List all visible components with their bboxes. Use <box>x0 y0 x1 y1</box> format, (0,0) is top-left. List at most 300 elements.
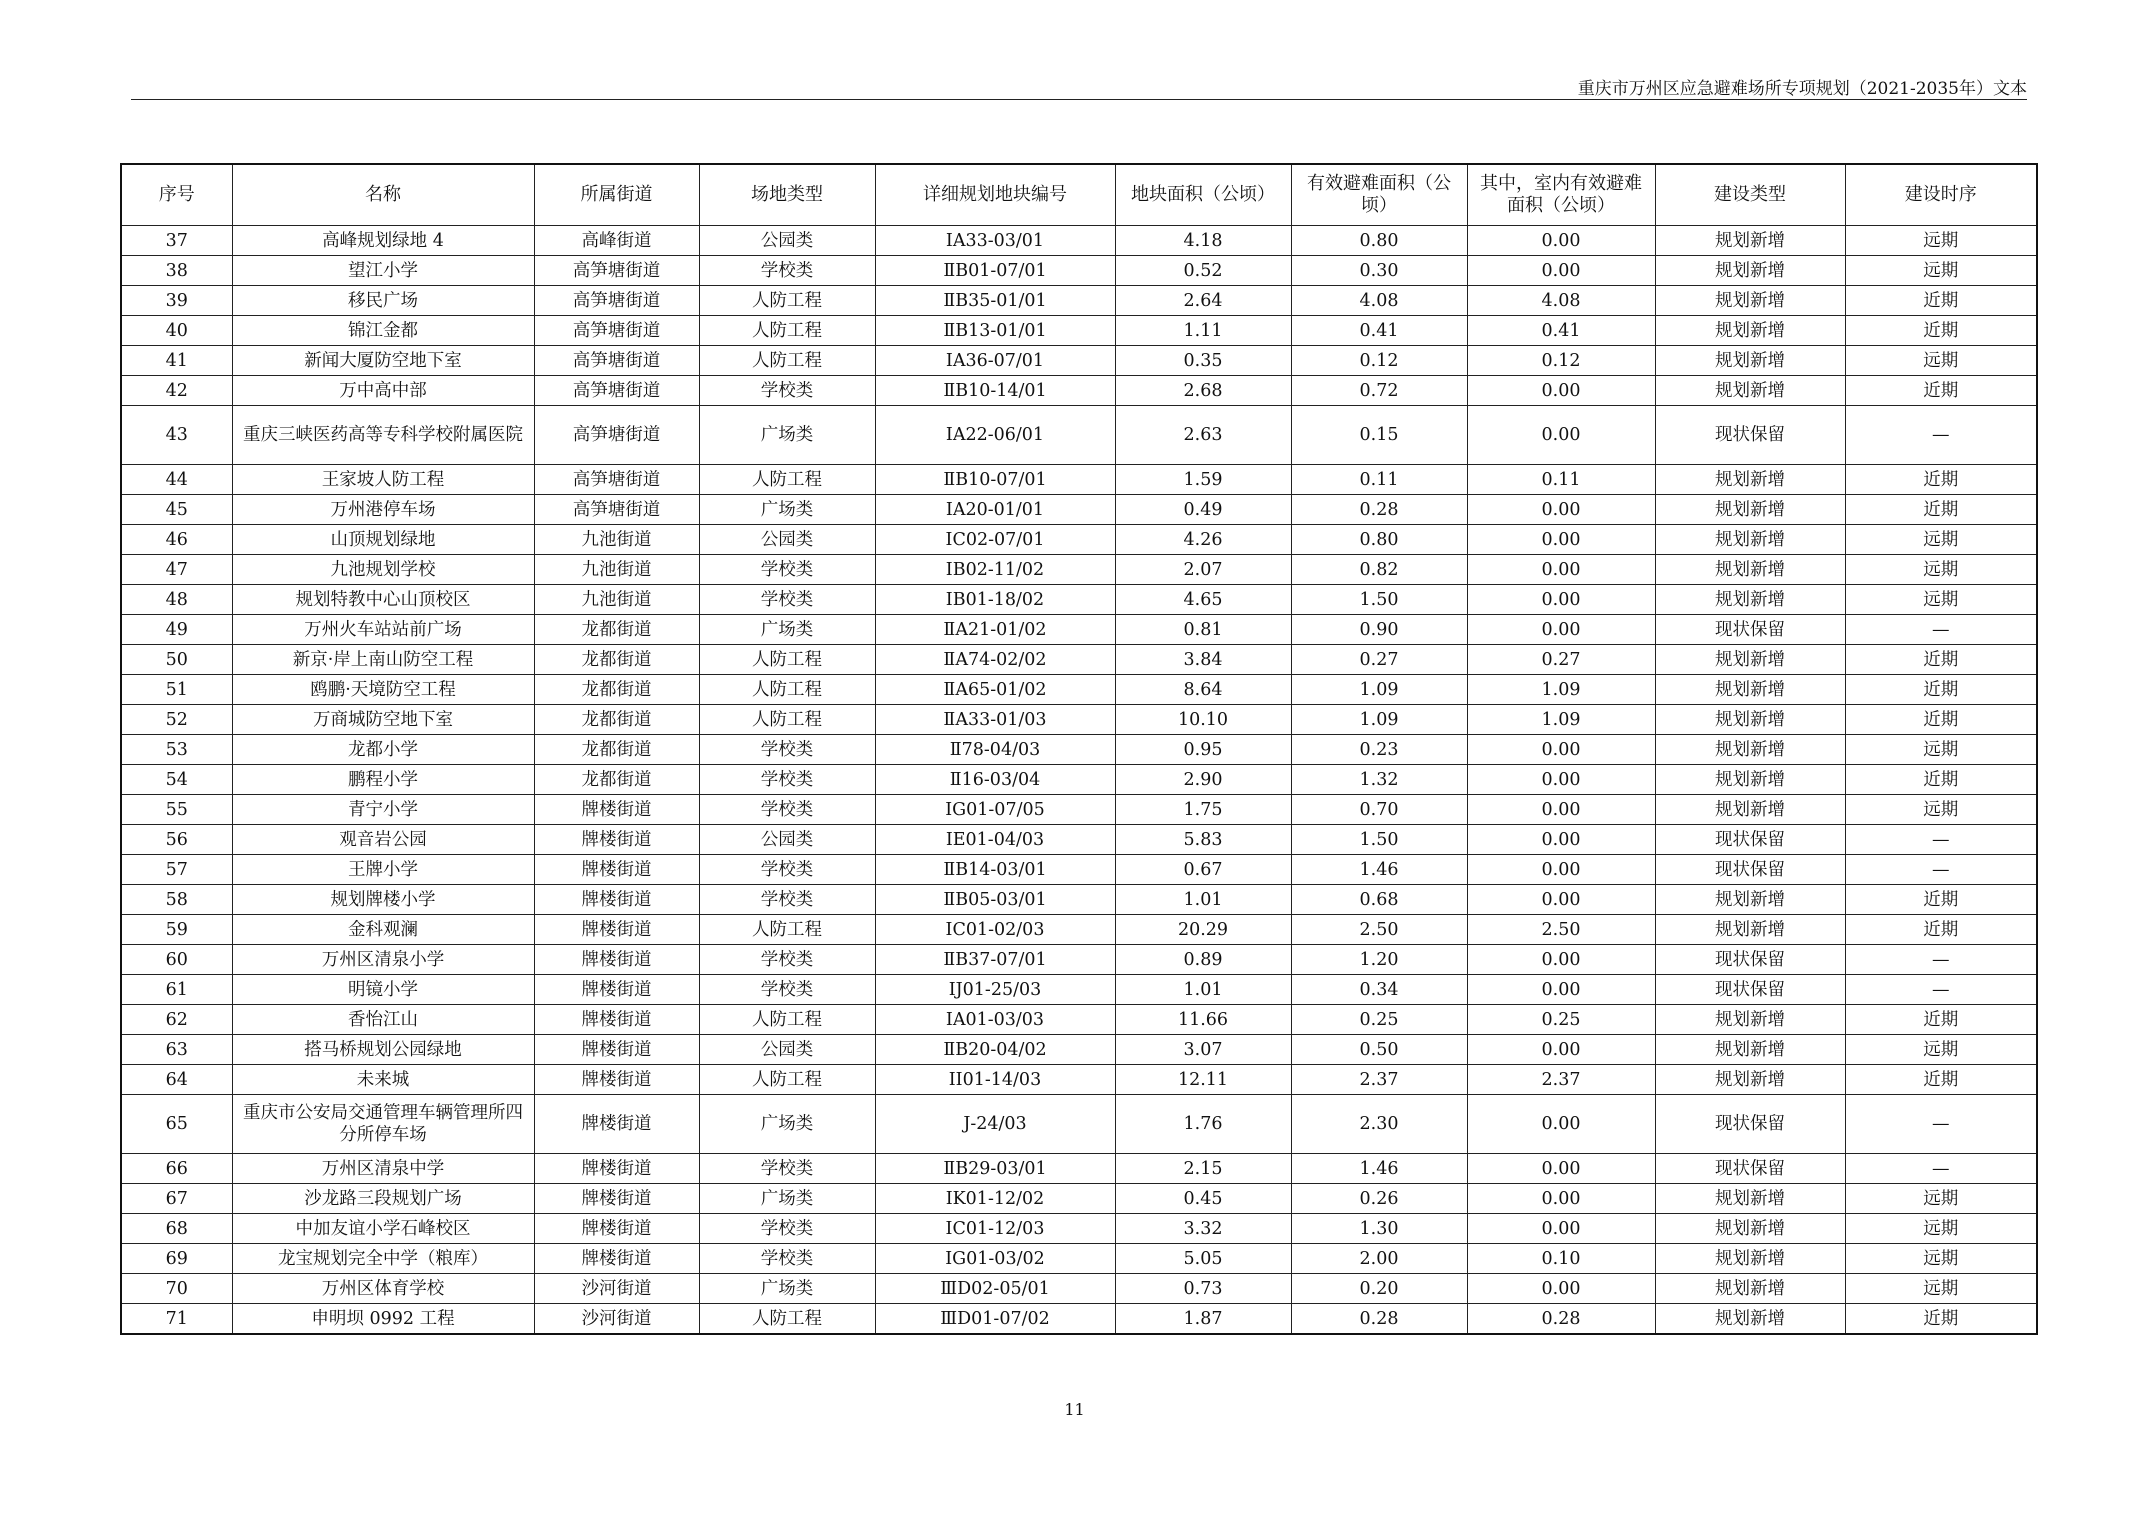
cell-site-type: 学校类 <box>699 1154 875 1184</box>
cell-construction-phase: 近期 <box>1845 316 2037 346</box>
table-body <box>121 226 2037 1335</box>
cell-construction-phase: 远期 <box>1845 525 2037 555</box>
cell-indoor-area: 0.00 <box>1467 585 1655 615</box>
cell-street: 高峰街道 <box>534 226 699 256</box>
cell-plot-code: ⅠB02-11/02 <box>875 555 1115 585</box>
table-row <box>121 286 2037 316</box>
table-row <box>121 555 2037 585</box>
table-row <box>121 1035 2037 1065</box>
cell-indoor-area: 0.00 <box>1467 975 1655 1005</box>
cell-plot-area: 4.65 <box>1115 585 1291 615</box>
cell-site-type: 人防工程 <box>699 675 875 705</box>
cell-effective-area: 1.50 <box>1291 825 1467 855</box>
cell-plot-area: 1.01 <box>1115 885 1291 915</box>
cell-plot-area: 4.18 <box>1115 226 1291 256</box>
cell-indoor-area: 0.00 <box>1467 1154 1655 1184</box>
cell-construction-type: 现状保留 <box>1655 406 1845 465</box>
cell-construction-phase: — <box>1845 406 2037 465</box>
cell-indoor-area: 0.00 <box>1467 495 1655 525</box>
cell-site-type: 人防工程 <box>699 705 875 735</box>
column-header-construction-type: 建设类型 <box>1655 164 1845 226</box>
cell-plot-code: ⅠE01-04/03 <box>875 825 1115 855</box>
cell-street: 龙都街道 <box>534 765 699 795</box>
cell-construction-phase: — <box>1845 975 2037 1005</box>
cell-site-type: 学校类 <box>699 376 875 406</box>
column-header-index: 序号 <box>121 164 232 226</box>
cell-name: 金科观澜 <box>232 915 534 945</box>
cell-site-type: 人防工程 <box>699 645 875 675</box>
cell-construction-type: 规划新增 <box>1655 1065 1845 1095</box>
cell-construction-phase: 远期 <box>1845 1184 2037 1214</box>
cell-name: 锦江金都 <box>232 316 534 346</box>
cell-plot-code: ⅡA33-01/03 <box>875 705 1115 735</box>
cell-construction-type: 规划新增 <box>1655 1035 1845 1065</box>
cell-plot-code: ⅢD01-07/02 <box>875 1304 1115 1335</box>
table-row <box>121 1244 2037 1274</box>
cell-construction-phase: 近期 <box>1845 286 2037 316</box>
cell-plot-area: 2.68 <box>1115 376 1291 406</box>
cell-street: 牌楼街道 <box>534 975 699 1005</box>
cell-index: 42 <box>121 376 232 406</box>
cell-construction-phase: 近期 <box>1845 675 2037 705</box>
cell-name: 王家坡人防工程 <box>232 465 534 495</box>
cell-plot-area: 1.11 <box>1115 316 1291 346</box>
cell-site-type: 人防工程 <box>699 1005 875 1035</box>
cell-construction-type: 现状保留 <box>1655 945 1845 975</box>
cell-construction-phase: 近期 <box>1845 1065 2037 1095</box>
cell-name: 明镜小学 <box>232 975 534 1005</box>
cell-street: 九池街道 <box>534 585 699 615</box>
cell-name: 鸥鹏·天境防空工程 <box>232 675 534 705</box>
cell-index: 48 <box>121 585 232 615</box>
cell-plot-area: 0.73 <box>1115 1274 1291 1304</box>
cell-index: 45 <box>121 495 232 525</box>
table-row <box>121 825 2037 855</box>
cell-index: 53 <box>121 735 232 765</box>
cell-index: 47 <box>121 555 232 585</box>
cell-site-type: 学校类 <box>699 765 875 795</box>
cell-construction-type: 规划新增 <box>1655 915 1845 945</box>
cell-construction-phase: 近期 <box>1845 885 2037 915</box>
cell-plot-code: ⅡB10-14/01 <box>875 376 1115 406</box>
cell-site-type: 人防工程 <box>699 915 875 945</box>
cell-effective-area: 1.20 <box>1291 945 1467 975</box>
cell-plot-area: 1.76 <box>1115 1095 1291 1154</box>
cell-site-type: 人防工程 <box>699 316 875 346</box>
cell-street: 牌楼街道 <box>534 945 699 975</box>
table-row <box>121 1154 2037 1184</box>
cell-name: 沙龙路三段规划广场 <box>232 1184 534 1214</box>
cell-plot-code: Ⅱ78-04/03 <box>875 735 1115 765</box>
table-row <box>121 915 2037 945</box>
cell-construction-type: 规划新增 <box>1655 645 1845 675</box>
cell-street: 牌楼街道 <box>534 855 699 885</box>
cell-construction-type: 规划新增 <box>1655 376 1845 406</box>
cell-effective-area: 0.90 <box>1291 615 1467 645</box>
cell-site-type: 公园类 <box>699 226 875 256</box>
cell-construction-phase: 近期 <box>1845 465 2037 495</box>
cell-plot-code: ⅠC01-02/03 <box>875 915 1115 945</box>
cell-effective-area: 0.23 <box>1291 735 1467 765</box>
cell-street: 沙河街道 <box>534 1304 699 1335</box>
cell-name: 重庆三峡医药高等专科学校附属医院 <box>232 406 534 465</box>
cell-plot-code: ⅠA01-03/03 <box>875 1005 1115 1035</box>
cell-name: 万州区清泉小学 <box>232 945 534 975</box>
cell-plot-code: ⅡB20-04/02 <box>875 1035 1115 1065</box>
table-row <box>121 1095 2037 1154</box>
cell-construction-type: 规划新增 <box>1655 525 1845 555</box>
cell-site-type: 广场类 <box>699 1184 875 1214</box>
table-row <box>121 226 2037 256</box>
column-header-plot-code: 详细规划地块编号 <box>875 164 1115 226</box>
cell-name: 移民广场 <box>232 286 534 316</box>
cell-construction-phase: — <box>1845 1154 2037 1184</box>
cell-street: 高笋塘街道 <box>534 256 699 286</box>
cell-name: 万州区清泉中学 <box>232 1154 534 1184</box>
cell-index: 52 <box>121 705 232 735</box>
cell-plot-area: 3.07 <box>1115 1035 1291 1065</box>
document-header-title: 重庆市万州区应急避难场所专项规划（2021-2035年）文本 <box>1577 79 2027 99</box>
cell-index: 40 <box>121 316 232 346</box>
cell-construction-type: 现状保留 <box>1655 1095 1845 1154</box>
cell-street: 牌楼街道 <box>534 825 699 855</box>
cell-street: 龙都街道 <box>534 705 699 735</box>
cell-name: 青宁小学 <box>232 795 534 825</box>
cell-indoor-area: 0.27 <box>1467 645 1655 675</box>
cell-index: 39 <box>121 286 232 316</box>
cell-name: 搭马桥规划公园绿地 <box>232 1035 534 1065</box>
cell-index: 37 <box>121 226 232 256</box>
cell-indoor-area: 0.00 <box>1467 765 1655 795</box>
cell-construction-phase: 远期 <box>1845 735 2037 765</box>
cell-index: 56 <box>121 825 232 855</box>
cell-construction-type: 现状保留 <box>1655 1154 1845 1184</box>
cell-effective-area: 0.12 <box>1291 346 1467 376</box>
cell-site-type: 学校类 <box>699 885 875 915</box>
header-divider <box>131 99 2027 100</box>
cell-effective-area: 0.26 <box>1291 1184 1467 1214</box>
cell-name: 龙都小学 <box>232 735 534 765</box>
cell-index: 61 <box>121 975 232 1005</box>
cell-street: 高笋塘街道 <box>534 286 699 316</box>
cell-indoor-area: 0.00 <box>1467 256 1655 286</box>
cell-construction-phase: — <box>1845 825 2037 855</box>
cell-name: 规划牌楼小学 <box>232 885 534 915</box>
table-row <box>121 585 2037 615</box>
table-row <box>121 1005 2037 1035</box>
cell-indoor-area: 4.08 <box>1467 286 1655 316</box>
cell-site-type: 学校类 <box>699 1214 875 1244</box>
cell-effective-area: 2.50 <box>1291 915 1467 945</box>
table-row <box>121 735 2037 765</box>
cell-construction-phase: 近期 <box>1845 376 2037 406</box>
cell-plot-code: ⅠJ01-25/03 <box>875 975 1115 1005</box>
cell-index: 65 <box>121 1095 232 1154</box>
cell-indoor-area: 0.00 <box>1467 615 1655 645</box>
cell-plot-area: 2.63 <box>1115 406 1291 465</box>
cell-index: 71 <box>121 1304 232 1335</box>
cell-indoor-area: 2.50 <box>1467 915 1655 945</box>
cell-plot-area: 0.49 <box>1115 495 1291 525</box>
cell-construction-phase: 近期 <box>1845 765 2037 795</box>
cell-street: 牌楼街道 <box>534 1035 699 1065</box>
cell-indoor-area: 0.00 <box>1467 1214 1655 1244</box>
cell-construction-phase: 近期 <box>1845 1005 2037 1035</box>
cell-plot-code: ⅡB35-01/01 <box>875 286 1115 316</box>
cell-index: 46 <box>121 525 232 555</box>
cell-site-type: 人防工程 <box>699 1304 875 1335</box>
cell-indoor-area: 0.00 <box>1467 406 1655 465</box>
cell-plot-area: 0.45 <box>1115 1184 1291 1214</box>
cell-site-type: 公园类 <box>699 1035 875 1065</box>
cell-plot-area: 4.26 <box>1115 525 1291 555</box>
cell-construction-type: 规划新增 <box>1655 675 1845 705</box>
cell-index: 58 <box>121 885 232 915</box>
table-row <box>121 945 2037 975</box>
cell-site-type: 学校类 <box>699 945 875 975</box>
cell-plot-code: IG01-07/05 <box>875 795 1115 825</box>
cell-plot-area: 10.10 <box>1115 705 1291 735</box>
table-header-row <box>121 164 2037 226</box>
cell-construction-type: 现状保留 <box>1655 855 1845 885</box>
cell-effective-area: 1.30 <box>1291 1214 1467 1244</box>
cell-construction-type: 规划新增 <box>1655 226 1845 256</box>
cell-street: 牌楼街道 <box>534 1154 699 1184</box>
cell-index: 41 <box>121 346 232 376</box>
cell-index: 51 <box>121 675 232 705</box>
cell-street: 九池街道 <box>534 555 699 585</box>
cell-construction-type: 规划新增 <box>1655 1304 1845 1335</box>
cell-street: 高笋塘街道 <box>534 406 699 465</box>
cell-effective-area: 0.68 <box>1291 885 1467 915</box>
cell-name: 万中高中部 <box>232 376 534 406</box>
cell-construction-phase: 远期 <box>1845 795 2037 825</box>
cell-plot-area: 20.29 <box>1115 915 1291 945</box>
cell-plot-code: ⅡB29-03/01 <box>875 1154 1115 1184</box>
cell-index: 60 <box>121 945 232 975</box>
cell-effective-area: 1.50 <box>1291 585 1467 615</box>
table-row <box>121 765 2037 795</box>
cell-street: 牌楼街道 <box>534 1065 699 1095</box>
shelter-table <box>120 163 2038 1335</box>
table-row <box>121 525 2037 555</box>
cell-site-type: 学校类 <box>699 585 875 615</box>
table-row <box>121 1274 2037 1304</box>
cell-plot-area: 1.01 <box>1115 975 1291 1005</box>
cell-site-type: 广场类 <box>699 1095 875 1154</box>
cell-plot-code: ⅡB14-03/01 <box>875 855 1115 885</box>
cell-construction-type: 规划新增 <box>1655 765 1845 795</box>
cell-effective-area: 0.70 <box>1291 795 1467 825</box>
cell-effective-area: 4.08 <box>1291 286 1467 316</box>
cell-construction-phase: 近期 <box>1845 645 2037 675</box>
cell-construction-type: 规划新增 <box>1655 555 1845 585</box>
cell-street: 龙都街道 <box>534 645 699 675</box>
cell-plot-code: IA36-07/01 <box>875 346 1115 376</box>
cell-plot-area: 2.64 <box>1115 286 1291 316</box>
cell-name: 规划特教中心山顶校区 <box>232 585 534 615</box>
cell-indoor-area: 0.00 <box>1467 525 1655 555</box>
cell-construction-phase: 远期 <box>1845 226 2037 256</box>
cell-effective-area: 0.11 <box>1291 465 1467 495</box>
cell-plot-code: Ⅱ16-03/04 <box>875 765 1115 795</box>
cell-indoor-area: 0.00 <box>1467 1184 1655 1214</box>
cell-effective-area: 0.50 <box>1291 1035 1467 1065</box>
table-row <box>121 1214 2037 1244</box>
cell-construction-type: 规划新增 <box>1655 1274 1845 1304</box>
cell-indoor-area: 0.41 <box>1467 316 1655 346</box>
cell-street: 牌楼街道 <box>534 915 699 945</box>
cell-construction-phase: 近期 <box>1845 495 2037 525</box>
cell-name: 申明坝 0992 工程 <box>232 1304 534 1335</box>
cell-name: 香怡江山 <box>232 1005 534 1035</box>
cell-plot-code: ⅠA33-03/01 <box>875 226 1115 256</box>
cell-construction-type: 现状保留 <box>1655 825 1845 855</box>
cell-effective-area: 0.28 <box>1291 1304 1467 1335</box>
cell-construction-phase: — <box>1845 615 2037 645</box>
cell-site-type: 人防工程 <box>699 1065 875 1095</box>
cell-construction-type: 规划新增 <box>1655 1184 1845 1214</box>
cell-index: 44 <box>121 465 232 495</box>
cell-effective-area: 2.00 <box>1291 1244 1467 1274</box>
cell-construction-phase: 远期 <box>1845 1244 2037 1274</box>
cell-index: 70 <box>121 1274 232 1304</box>
table-row <box>121 675 2037 705</box>
cell-indoor-area: 0.25 <box>1467 1005 1655 1035</box>
table-row <box>121 885 2037 915</box>
cell-effective-area: 0.28 <box>1291 495 1467 525</box>
column-header-indoor-area: 其中，室内有效避难面积（公顷） <box>1467 164 1655 226</box>
table-row <box>121 615 2037 645</box>
cell-plot-code: ⅡB37-07/01 <box>875 945 1115 975</box>
cell-name: 万州港停车场 <box>232 495 534 525</box>
cell-indoor-area: 0.00 <box>1467 795 1655 825</box>
cell-construction-type: 规划新增 <box>1655 885 1845 915</box>
cell-street: 牌楼街道 <box>534 1214 699 1244</box>
cell-construction-type: 规划新增 <box>1655 705 1845 735</box>
cell-plot-area: 0.35 <box>1115 346 1291 376</box>
table-row <box>121 256 2037 286</box>
cell-street: 牌楼街道 <box>534 1005 699 1035</box>
cell-plot-code: ⅠB01-18/02 <box>875 585 1115 615</box>
cell-construction-phase: 远期 <box>1845 555 2037 585</box>
cell-plot-area: 2.07 <box>1115 555 1291 585</box>
cell-index: 55 <box>121 795 232 825</box>
cell-construction-type: 规划新增 <box>1655 735 1845 765</box>
cell-effective-area: 1.09 <box>1291 675 1467 705</box>
cell-site-type: 学校类 <box>699 256 875 286</box>
cell-effective-area: 0.27 <box>1291 645 1467 675</box>
cell-plot-area: 2.90 <box>1115 765 1291 795</box>
cell-effective-area: 1.46 <box>1291 855 1467 885</box>
cell-index: 62 <box>121 1005 232 1035</box>
cell-street: 龙都街道 <box>534 675 699 705</box>
cell-indoor-area: 0.00 <box>1467 1095 1655 1154</box>
cell-construction-phase: 远期 <box>1845 346 2037 376</box>
cell-construction-phase: 近期 <box>1845 705 2037 735</box>
cell-name: 中加友谊小学石峰校区 <box>232 1214 534 1244</box>
table-row <box>121 465 2037 495</box>
cell-plot-area: 8.64 <box>1115 675 1291 705</box>
cell-construction-type: 规划新增 <box>1655 1214 1845 1244</box>
cell-site-type: 学校类 <box>699 735 875 765</box>
column-header-effective-area: 有效避难面积（公顷） <box>1291 164 1467 226</box>
cell-index: 67 <box>121 1184 232 1214</box>
cell-site-type: 公园类 <box>699 825 875 855</box>
cell-construction-type: 规划新增 <box>1655 316 1845 346</box>
cell-street: 牌楼街道 <box>534 1184 699 1214</box>
cell-construction-type: 规划新增 <box>1655 256 1845 286</box>
cell-index: 59 <box>121 915 232 945</box>
cell-site-type: 人防工程 <box>699 465 875 495</box>
cell-construction-phase: 远期 <box>1845 1274 2037 1304</box>
cell-plot-area: 1.75 <box>1115 795 1291 825</box>
cell-construction-type: 规划新增 <box>1655 465 1845 495</box>
cell-index: 43 <box>121 406 232 465</box>
cell-index: 54 <box>121 765 232 795</box>
column-header-name: 名称 <box>232 164 534 226</box>
cell-construction-phase: 近期 <box>1845 915 2037 945</box>
cell-site-type: 学校类 <box>699 1244 875 1274</box>
cell-index: 49 <box>121 615 232 645</box>
cell-indoor-area: 0.00 <box>1467 555 1655 585</box>
cell-street: 高笋塘街道 <box>534 495 699 525</box>
cell-plot-area: 0.52 <box>1115 256 1291 286</box>
cell-site-type: 公园类 <box>699 525 875 555</box>
cell-name: 新京·岸上南山防空工程 <box>232 645 534 675</box>
cell-index: 69 <box>121 1244 232 1274</box>
cell-effective-area: 0.15 <box>1291 406 1467 465</box>
cell-construction-type: 规划新增 <box>1655 585 1845 615</box>
cell-plot-area: 0.81 <box>1115 615 1291 645</box>
cell-name: 重庆市公安局交通管理车辆管理所四分所停车场 <box>232 1095 534 1154</box>
cell-effective-area: 0.80 <box>1291 226 1467 256</box>
cell-plot-code: ⅡA74-02/02 <box>875 645 1115 675</box>
cell-plot-area: 3.84 <box>1115 645 1291 675</box>
cell-construction-phase: — <box>1845 855 2037 885</box>
cell-plot-code: ⅢD02-05/01 <box>875 1274 1115 1304</box>
cell-plot-code: ⅡA65-01/02 <box>875 675 1115 705</box>
cell-indoor-area: 0.00 <box>1467 226 1655 256</box>
table-row <box>121 1304 2037 1335</box>
cell-index: 63 <box>121 1035 232 1065</box>
cell-effective-area: 0.25 <box>1291 1005 1467 1035</box>
cell-construction-phase: 远期 <box>1845 1035 2037 1065</box>
cell-name: 万州火车站站前广场 <box>232 615 534 645</box>
cell-site-type: 学校类 <box>699 795 875 825</box>
cell-plot-area: 1.59 <box>1115 465 1291 495</box>
cell-site-type: 学校类 <box>699 975 875 1005</box>
cell-site-type: 广场类 <box>699 1274 875 1304</box>
cell-street: 高笋塘街道 <box>534 465 699 495</box>
cell-street: 牌楼街道 <box>534 885 699 915</box>
cell-plot-code: ⅠC01-12/03 <box>875 1214 1115 1244</box>
cell-construction-type: 现状保留 <box>1655 975 1845 1005</box>
cell-street: 高笋塘街道 <box>534 316 699 346</box>
cell-index: 68 <box>121 1214 232 1244</box>
table-row <box>121 346 2037 376</box>
cell-street: 龙都街道 <box>534 615 699 645</box>
cell-indoor-area: 0.11 <box>1467 465 1655 495</box>
cell-construction-type: 规划新增 <box>1655 346 1845 376</box>
cell-plot-area: 5.83 <box>1115 825 1291 855</box>
cell-indoor-area: 0.00 <box>1467 855 1655 885</box>
cell-construction-phase: 远期 <box>1845 1214 2037 1244</box>
cell-construction-type: 规划新增 <box>1655 1005 1845 1035</box>
cell-street: 高笋塘街道 <box>534 346 699 376</box>
cell-indoor-area: 0.00 <box>1467 885 1655 915</box>
page-number: 11 <box>1064 1400 1085 1419</box>
